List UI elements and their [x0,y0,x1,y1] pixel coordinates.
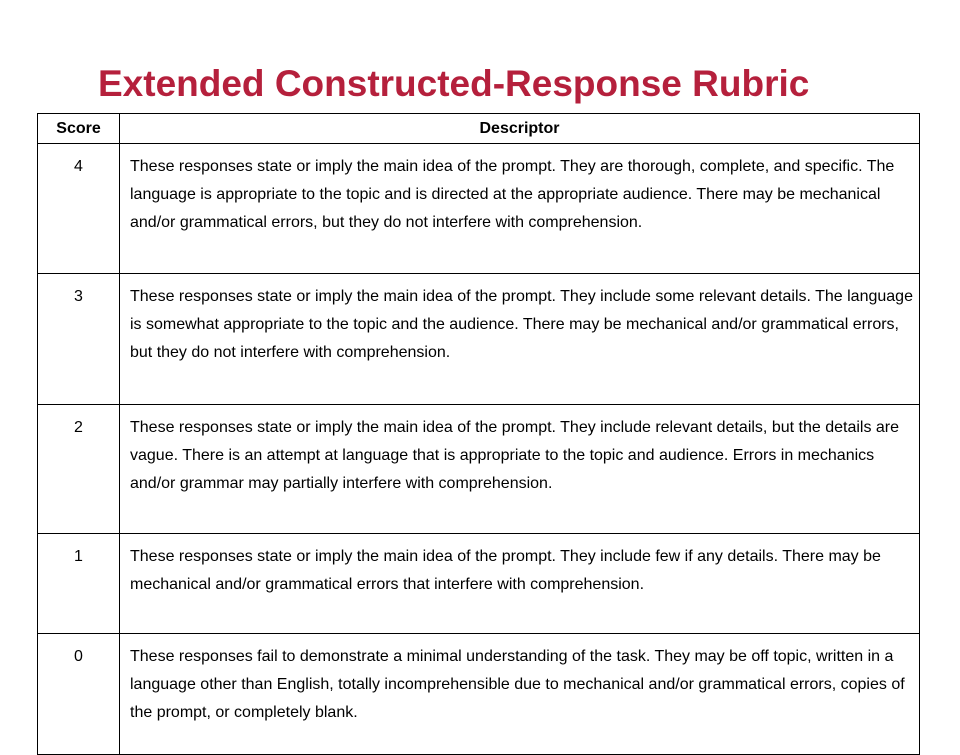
score-cell: 4 [38,144,120,274]
descriptor-cell: These responses state or imply the main idea of the prompt. They include some relevant details. The language is somewhat appropriate to the topic and the audience. There may be mechanical and/or grammatical errors, but they do not interfere with comprehension. [120,274,920,405]
table-row [38,274,920,405]
descriptor-cell: These responses state or imply the main idea of the prompt. They are thorough, complete, and specific. The language is appropriate to the topic and is directed at the appropriate audience. There may be mechanical and/or grammatical errors, but they do not interfere with comprehension. [120,144,920,274]
table-row [38,144,920,274]
score-cell: 0 [38,634,120,755]
descriptor-cell: These responses state or imply the main idea of the prompt. They include few if any details. There may be mechanical and/or grammatical errors that interfere with comprehension. [120,534,920,634]
score-cell: 1 [38,534,120,634]
table-row [38,534,920,634]
table-row [38,405,920,534]
score-cell: 3 [38,274,120,405]
rubric-table [37,113,920,755]
table-row [38,634,920,755]
descriptor-cell: These responses fail to demonstrate a minimal understanding of the task. They may be off topic, written in a language other than English, totally incomprehensible due to mechanical and/or grammatical errors, copies of the prompt, or completely blank. [120,634,920,755]
score-cell: 2 [38,405,120,534]
header-row [38,114,920,144]
score-header: Score [38,114,120,144]
slide-title: Extended Constructed-Response Rubric [98,63,810,104]
descriptor-cell: These responses state or imply the main idea of the prompt. They include relevant details, but the details are vague. There is an attempt at language that is appropriate to the topic and audience. Errors in mechanics and/or grammar may partially interfere with comprehension. [120,405,920,534]
descriptor-header: Descriptor [120,114,920,144]
